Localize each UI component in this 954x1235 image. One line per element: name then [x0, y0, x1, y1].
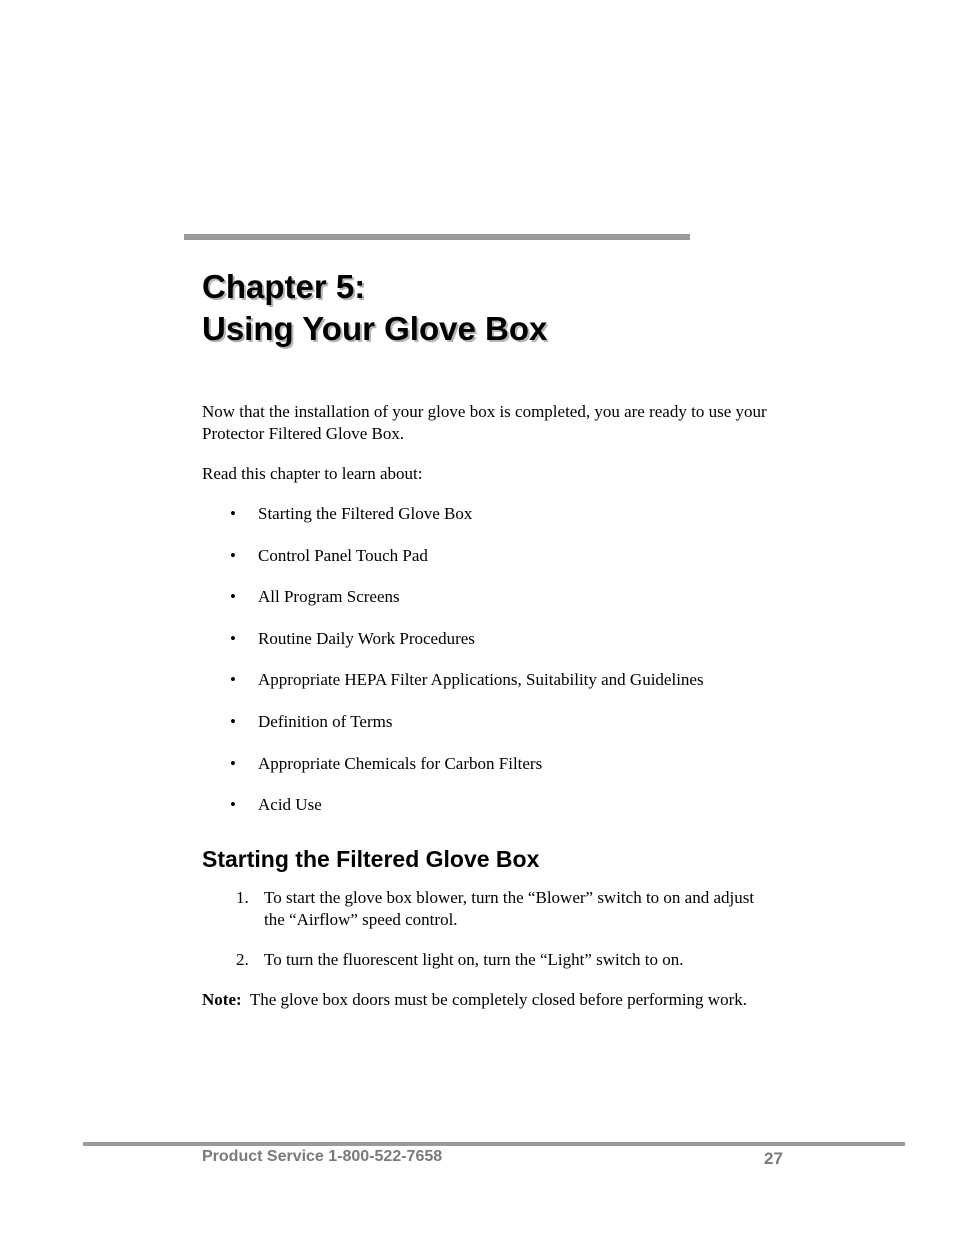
bullet-icon: • — [230, 587, 236, 607]
bullet-icon: • — [230, 753, 236, 773]
list-item: • Acid Use — [230, 795, 322, 815]
note-text: The glove box doors must be completely closed before performing work. — [249, 990, 747, 1009]
topics-list — [230, 503, 704, 836]
chapter-number: Chapter 5: — [202, 268, 366, 305]
note-paragraph — [202, 989, 782, 1011]
bullet-icon: • — [230, 504, 236, 523]
page-number: 27 — [764, 1149, 783, 1168]
list-item: • Appropriate HEPA Filter Applications, Suitability and Guidelines — [230, 670, 704, 690]
bullet-icon: • — [230, 711, 236, 731]
chapter-top-rule — [184, 234, 690, 240]
list-item: • Appropriate Chemicals for Carbon Filters — [230, 753, 543, 773]
list-item: • Starting the Filtered Glove Box — [230, 504, 473, 523]
footer-product-service: Product Service 1-800-522-7658 — [202, 1148, 443, 1165]
bullet-icon: • — [230, 670, 236, 690]
step-number: 1. — [236, 888, 249, 907]
steps-list-1 — [236, 887, 776, 931]
intro-paragraph: Now that the installation of your glove box is completed, you are ready to use your Protector Filtered Glove Box. — [202, 402, 767, 443]
bullet-icon: • — [230, 795, 236, 815]
topics-lead-in: Read this chapter to learn about: — [202, 464, 423, 483]
bullet-icon: • — [230, 545, 236, 565]
chapter-title — [202, 266, 547, 350]
chapter-name: Using Your Glove Box — [202, 310, 548, 347]
list-item: • Control Panel Touch Pad — [230, 545, 428, 565]
step-text: To start the glove box blower, turn the “Blower” switch to on and adjust the “Airflow” speed control. — [264, 888, 755, 929]
list-item: • Routine Daily Work Procedures — [230, 628, 475, 648]
step-number: 2. — [236, 950, 249, 969]
bullet-icon: • — [230, 628, 236, 648]
steps-list-2 — [236, 949, 776, 971]
step-text: To turn the fluorescent light on, turn the “Light” switch to on. — [264, 950, 684, 969]
list-item: • Definition of Terms — [230, 711, 393, 731]
footer-rule — [83, 1142, 905, 1146]
list-item — [236, 887, 776, 931]
list-item: • All Program Screens — [230, 587, 400, 607]
note-label: Note: — [202, 990, 242, 1009]
section-heading: Starting the Filtered Glove Box — [202, 846, 540, 872]
list-item — [236, 949, 776, 971]
